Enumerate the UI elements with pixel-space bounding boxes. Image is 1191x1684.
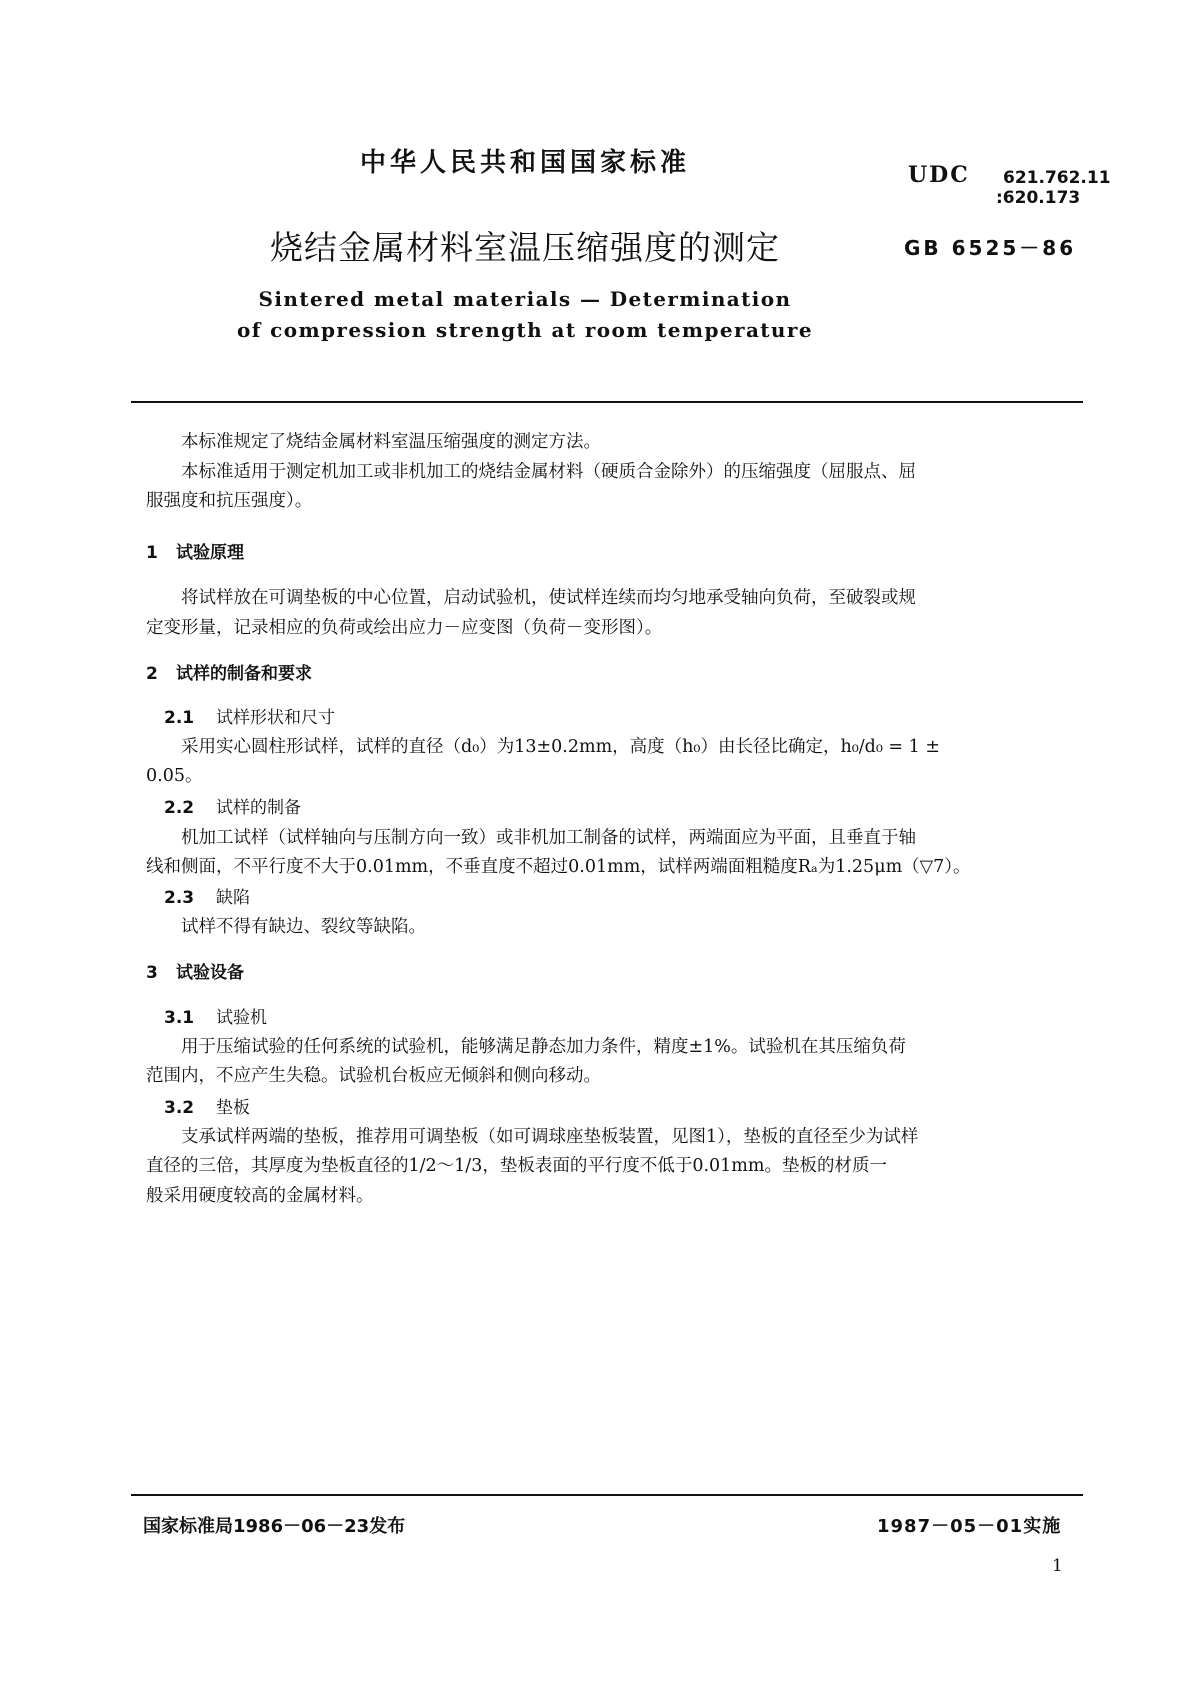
section-3-heading [146, 958, 244, 983]
section-title: 试验原理 [176, 543, 244, 563]
section-number: 1 [146, 543, 158, 563]
intro-paragraph-2-line1: 本标准适用于测定机加工或非机加工的烧结金属材料（硬质合金除外）的压缩强度（屈服点、屈 [181, 462, 916, 482]
subsection-2-3-text-line1: 试样不得有缺边、裂纹等缺陷。 [181, 917, 426, 937]
subsection-3-2-text-line3: 般采用硬度较高的金属材料。 [146, 1186, 374, 1206]
subsection-2-1-text-line1: 采用实心圆柱形试样，试样的直径（d₀）为13±0.2mm，高度（h₀）由长径比确定，h₀/d₀ = 1 ± [181, 737, 941, 757]
subsection-2-2-heading [164, 793, 301, 818]
issuing-country-title: 中华人民共和国国家标准 [359, 148, 690, 178]
subsection-title: 试样形状和尺寸 [216, 708, 335, 728]
subsection-2-1-text-line2: 0.05。 [146, 766, 203, 786]
subsection-3-2-text-line1: 支承试样两端的垫板，推荐用可调垫板（如可调球座垫板装置，见图1），垫板的直径至少为试样 [181, 1127, 919, 1147]
document-title-en-line2: of compression strength at room temperature [237, 318, 813, 342]
section-2-heading [146, 659, 312, 684]
subsection-number: 3.2 [164, 1098, 195, 1118]
subsection-2-2-text-line2: 线和侧面，不平行度不大于0.01mm，不垂直度不超过0.01mm，试样两端面粗糙度Rₐ为1.25μm（▽7）。 [146, 857, 971, 877]
subsection-number: 3.1 [164, 1008, 195, 1028]
udc-code-primary: 621.762.11 [1003, 168, 1111, 188]
subsection-2-3-heading [164, 883, 250, 908]
section-1-text-line1: 将试样放在可调垫板的中心位置，启动试验机，使试样连续而均匀地承受轴向负荷，至破裂或规 [181, 588, 916, 608]
page-number: 1 [1052, 1556, 1063, 1576]
header-divider [131, 401, 1083, 403]
effective-date: 1987－05－01实施 [877, 1516, 1062, 1537]
issue-date: 国家标准局1986－06－23发布 [143, 1516, 406, 1537]
section-title: 试验设备 [176, 963, 244, 983]
intro-paragraph-1: 本标准规定了烧结金属材料室温压缩强度的测定方法。 [181, 432, 601, 452]
subsection-number: 2.2 [164, 798, 195, 818]
section-number: 2 [146, 664, 158, 684]
subsection-3-1-text-line1: 用于压缩试验的任何系统的试验机，能够满足静态加力条件，精度±1%。试验机在其压缩负荷 [181, 1037, 906, 1057]
subsection-title: 试验机 [216, 1008, 267, 1028]
subsection-number: 2.1 [164, 708, 195, 728]
subsection-title: 试样的制备 [216, 798, 301, 818]
standard-code: GB 6525－86 [904, 236, 1077, 260]
subsection-title: 垫板 [216, 1098, 250, 1118]
section-1-text-line2: 定变形量，记录相应的负荷或绘出应力－应变图（负荷－变形图）。 [146, 618, 663, 638]
footer-divider [131, 1494, 1083, 1496]
subsection-3-2-heading [164, 1093, 250, 1118]
subsection-title: 缺陷 [216, 888, 250, 908]
subsection-2-2-text-line1: 机加工试样（试样轴向与压制方向一致）或非机加工制备的试样，两端面应为平面，且垂直于轴 [181, 828, 916, 848]
section-1-heading [146, 538, 244, 563]
subsection-2-1-heading [164, 703, 335, 728]
intro-paragraph-2-line2: 服强度和抗压强度）。 [146, 491, 313, 511]
subsection-number: 2.3 [164, 888, 195, 908]
subsection-3-2-text-line2: 直径的三倍，其厚度为垫板直径的1/2～1/3，垫板表面的平行度不低于0.01mm。垫板的材质一 [146, 1156, 887, 1176]
section-title: 试样的制备和要求 [176, 664, 312, 684]
subsection-3-1-heading [164, 1003, 267, 1028]
section-number: 3 [146, 963, 158, 983]
document-title-cn: 烧结金属材料室温压缩强度的测定 [270, 228, 780, 267]
udc-code-secondary: :620.173 [996, 188, 1081, 208]
document-title-en-line1: Sintered metal materials — Determination [258, 287, 792, 311]
udc-label: UDC [908, 162, 970, 188]
subsection-3-1-text-line2: 范围内，不应产生失稳。试验机台板应无倾斜和侧向移动。 [146, 1066, 601, 1086]
